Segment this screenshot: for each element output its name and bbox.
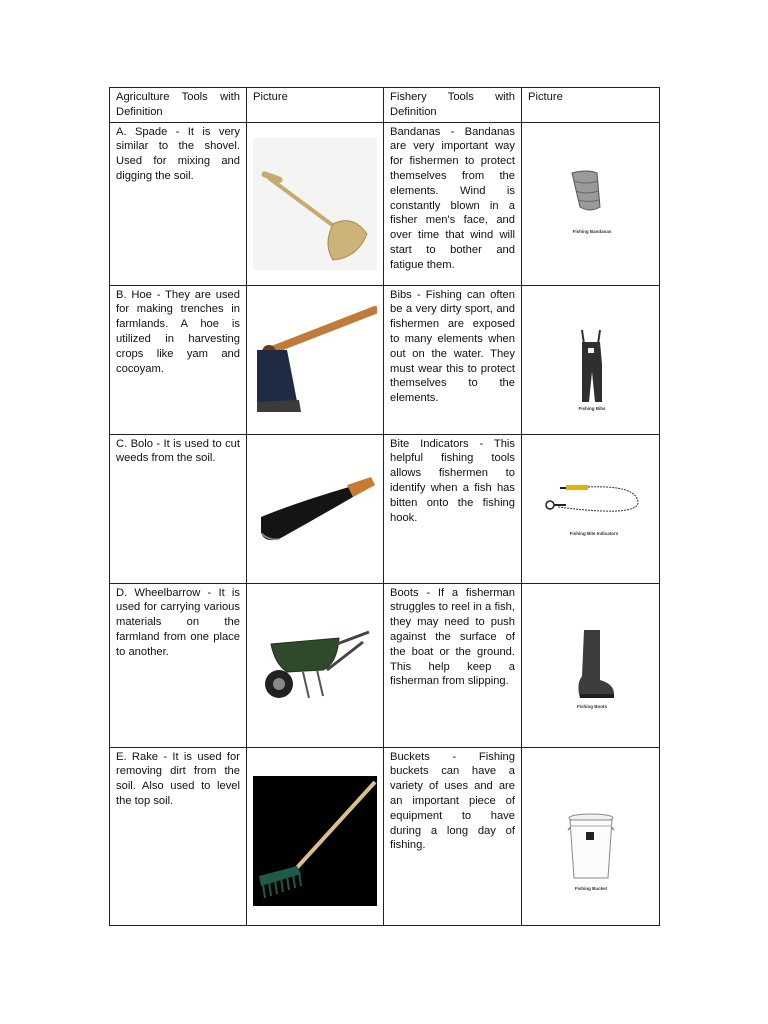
fish-caption: Fishing Boots [577, 703, 607, 709]
agri-definition: D. Wheelbarrow - It is used for carrying various materials on the farmland from one place to another. [110, 583, 247, 747]
fish-picture-cell [522, 434, 660, 583]
agri-definition: E. Rake - It is used for removing dirt from the soil. Also used to level the top soil. [110, 747, 247, 925]
fish-picture-cell [522, 747, 660, 925]
bucket-image [558, 808, 624, 898]
fish-picture-cell [522, 122, 660, 285]
fish-picture-header: Picture [522, 88, 660, 123]
header-row [110, 88, 660, 123]
agri-picture-cell [247, 434, 384, 583]
fish-definition: Bandanas - Bandanas are very important way for fishermen to protect themselves from the elements. Wind is constantly blown in a fisher men's face, and over time that wind will start to bother and fatigue them. [384, 122, 522, 285]
tools-table [109, 87, 660, 926]
bite-indicator-image [538, 477, 648, 541]
bolo-image [255, 473, 377, 553]
agri-header: Agriculture Tools with Definition [110, 88, 247, 123]
table-row [110, 122, 660, 285]
fish-caption: Fishing Bucket [574, 885, 608, 891]
table-row [110, 747, 660, 925]
fish-definition: Buckets - Fishing buckets can have a variety of uses and are an important piece of equipment to have during a long day of fishing. [384, 747, 522, 925]
agri-definition: C. Bolo - It is used to cut weeds from the soil. [110, 434, 247, 583]
agri-picture-header: Picture [247, 88, 384, 123]
fish-definition: Bite Indicators - This helpful fishing tools allows fishermen to identify when a fish has bitten onto the fishing hook. [384, 434, 522, 583]
agri-picture-cell [247, 285, 384, 434]
agri-definition: A. Spade - It is very similar to the shovel. Used for mixing and digging the soil. [110, 122, 247, 285]
agri-picture-cell [247, 583, 384, 747]
fish-caption: Fishing Bite Indicators [569, 530, 619, 536]
table-row [110, 434, 660, 583]
fish-caption: Fishing Bandanas [572, 228, 612, 234]
bibs-image [562, 328, 622, 414]
fish-definition: Boots - If a fisherman struggles to reel in a fish, they may need to push against the surface of the boat or the ground. This help keep a fisherman from slipping. [384, 583, 522, 747]
fish-header: Fishery Tools with Definition [384, 88, 522, 123]
rake-image [253, 776, 377, 906]
table-row [110, 583, 660, 747]
hoe-image [253, 300, 377, 418]
agri-definition: B. Hoe - They are used for making trenches in farmlands. A hoe is utilized in harvesting crops like yam and cocoyam. [110, 285, 247, 434]
bandana-image [552, 167, 632, 239]
wheelbarrow-image [257, 612, 373, 718]
fish-picture-cell [522, 285, 660, 434]
spade-image [253, 138, 377, 270]
agri-picture-cell [247, 747, 384, 925]
fish-caption: Fishing Bibs [578, 405, 606, 411]
fish-picture-cell [522, 583, 660, 747]
agri-picture-cell [247, 122, 384, 285]
table-row [110, 285, 660, 434]
boots-image [562, 624, 622, 710]
fish-definition: Bibs - Fishing can often be a very dirty sport, and fishermen are exposed to many elements when out on the water. They must wear this to protect themselves to the elements. [384, 285, 522, 434]
